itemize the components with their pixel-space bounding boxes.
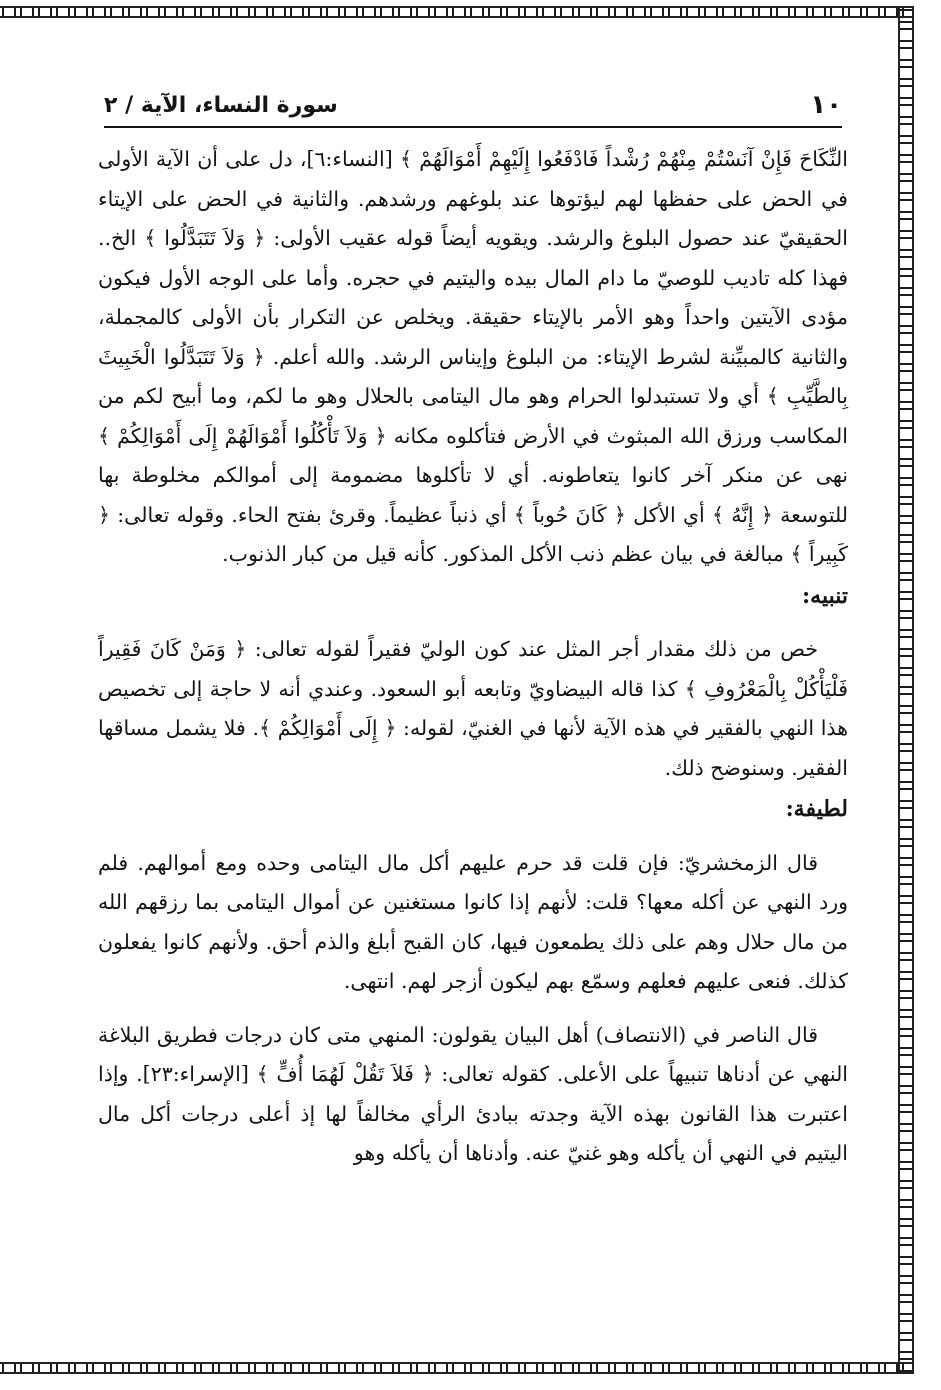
bottom-chain-border bbox=[0, 1362, 914, 1374]
paragraph-zamakhshari: قال الزمخشريّ: فإن قلت قد حرم عليهم أكل مال اليتامى وحده ومع أموالهم. فلم ورد النهي عن أكله معها؟ قلت: لأنهم إذا كانوا مستغنين عن أموال اليتامى بما رزقهم الله من مال حلال وهم على ذلك يطمعون فيها، كان القبح أبلغ والذم أحق. ولأنهم كانوا يفعلون كذلك. فنعى عليهم فعلهم وسمّع بهم ليكون أزجر لهم. انتهى. bbox=[98, 850, 848, 993]
page-body bbox=[98, 140, 848, 1174]
page-number: ١٠ bbox=[810, 90, 842, 120]
page-header bbox=[104, 84, 842, 128]
top-chain-border bbox=[0, 6, 914, 18]
running-title: سورة النساء، الآية / ٢ bbox=[104, 92, 338, 118]
paragraph-nasir: قال الناصر في (الانتصاف) أهل البيان يقولون: المنهي متى كان درجات فطريق البلاغة النهي عن أدناها تنبيهاً على الأعلى. كقوله تعالى: ﴿ فَلاَ تَقُلْ لَهُمَا أُفٍّ ﴾ [الإسراء:٢٣]. وإذا اعتبرت هذا القانون بهذه الآية وجدته ببادئ الرأي مخالفاً لها إذ أعلى درجات أكل مال اليتيم في النهي أن يأكله وهو غنيّ عنه. وأدناها أن يأكله وهو bbox=[98, 1022, 849, 1165]
heading-latifa: لطيفة: bbox=[785, 796, 848, 822]
paragraph-commentary: النِّكَاحَ فَإِنْ آنَسْتُمْ مِنْهُمْ رُشْداً فَادْفَعُوا إِلَيْهِمْ أَمْوَالَهُمْ ﴾ [النساء:٦]، دل على أن الآية الأولى في الحض على حفظها لهم ليؤتوها عند بلوغهم ورشدهم. والثانية في الحض على الإيتاء الحقيقيّ عند حصول البلوغ والرشد. ويقويه أيضاً قوله عقيب الأولى: ﴿ وَلاَ تَتَبَدَّلُوا ﴾ الخ.. فهذا كله تاديب للوصيّ ما دام المال بيده واليتيم في حجره. وأما على الوجه الأول فيكون مؤدى الآيتين واحداً وهو الأمر بالإيتاء حقيقة. ويخلص عن التكرار بأن الأولى كالمجملة، والثانية كالمبيِّنة لشرط الإيتاء: من البلوغ وإيناس الرشد. والله أعلم. ﴿ وَلاَ تَتَبَدَّلُوا الْخَبِيثَ بِالطَّيِّبِ ﴾ أي ولا تستبدلوا الحرام وهو مال اليتامى بالحلال وهو ما لكم، وما أبيح لكم من المكاسب ورزق الله المبثوث في الأرض فتأكلوه مكانه ﴿ وَلاَ تَأْكُلُوا أَمْوَالَهُمْ إِلَى أَمْوَالِكُمْ ﴾ نهى عن منكر آخر كانوا يتعاطونه. أي لا تأكلوها مضمومة إلى أموالكم مخلوطة بها للتوسعة ﴿ إِنَّهُ ﴾ أي الأكل ﴿ كَانَ حُوباً ﴾ أي ذنباً عظيماً. وقرئ بفتح الحاء. وقوله تعالى: ﴿ كَبِيراً ﴾ مبالغة في بيان عظم ذنب الأكل المذكور. كأنه قيل من كبار الذنوب. bbox=[98, 147, 848, 566]
paragraph-tanbih: خص من ذلك مقدار أجر المثل عند كون الوليّ فقيراً لقوله تعالى: ﴿ وَمَنْ كَانَ فَقِيراً فَلْيَأْكُلْ بِالْمَعْرُوفِ ﴾ كذا قاله البيضاويّ وتابعه أبو السعود. وعندي أنه لا حاجة إلى تخصيص هذا النهي بالفقير في هذه الآية لأنها في الغنيّ، لقوله: ﴿ إِلَى أَمْوَالِكُمْ ﴾. فلا يشمل مساقها الفقير. وسنوضح ذلك. bbox=[98, 637, 848, 780]
right-chain-border bbox=[898, 6, 914, 1374]
heading-tanbih: تنبيه: bbox=[802, 582, 848, 609]
